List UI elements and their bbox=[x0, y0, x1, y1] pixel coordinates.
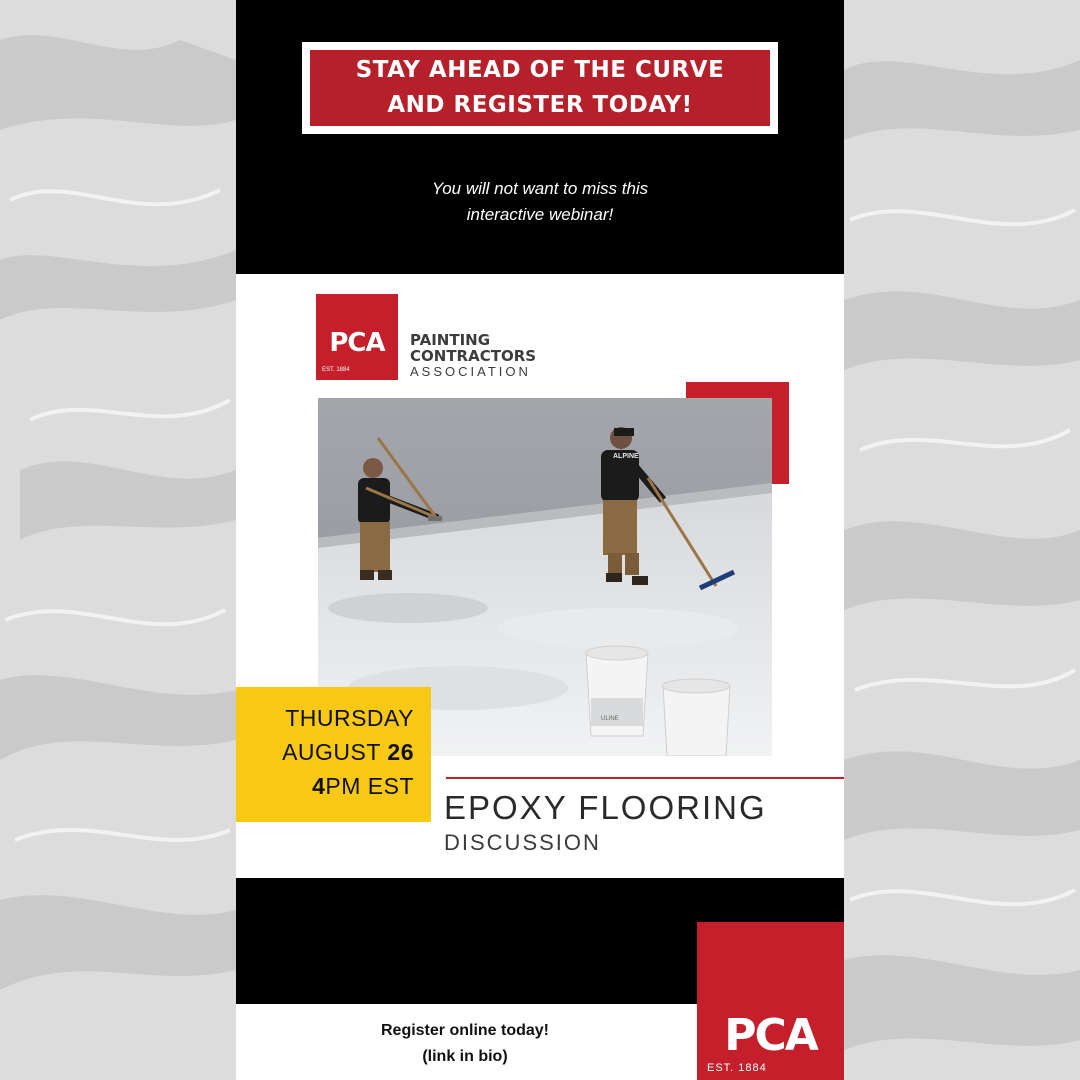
association-line-1: PAINTING bbox=[410, 331, 491, 349]
pca-logo-large-mark: PCA bbox=[724, 1010, 817, 1061]
event-time-suffix: PM EST bbox=[325, 773, 414, 799]
event-time-number: 4 bbox=[312, 773, 326, 799]
subtext bbox=[236, 176, 844, 228]
pca-logo-small bbox=[316, 294, 398, 380]
association-line-3: ASSOCIATION bbox=[410, 364, 531, 379]
bucket-label: ULINE bbox=[601, 716, 619, 722]
event-time-line bbox=[236, 769, 414, 803]
topic-title: EPOXY FLOORING bbox=[444, 789, 767, 826]
register-line-2: (link in bio) bbox=[422, 1048, 508, 1065]
event-day: THURSDAY bbox=[285, 705, 414, 731]
topic-divider bbox=[446, 777, 844, 779]
event-month: AUGUST bbox=[282, 739, 381, 765]
register-callout bbox=[330, 1018, 600, 1070]
topic-subtitle: DISCUSSION bbox=[444, 830, 601, 855]
register-line-1: Register online today! bbox=[380, 1022, 550, 1039]
association-line-2: CONTRACTORS bbox=[410, 347, 537, 365]
pca-logo-large-est: EST. 1884 bbox=[707, 1062, 767, 1074]
subtext-line-1: You will not want to miss this bbox=[431, 179, 649, 198]
headline-line-2: AND REGISTER TODAY! bbox=[387, 92, 693, 118]
headline-banner bbox=[302, 42, 778, 134]
event-month-line bbox=[236, 735, 414, 769]
event-date-box bbox=[236, 687, 431, 822]
pca-logo-mark: PCA bbox=[329, 328, 385, 358]
headline-line-1: STAY AHEAD OF THE CURVE bbox=[355, 57, 725, 83]
subtext-line-2: interactive webinar! bbox=[466, 205, 614, 224]
pca-logo-est: EST. 1884 bbox=[322, 367, 350, 373]
event-date-number: 26 bbox=[387, 739, 414, 765]
pca-logo-large bbox=[697, 922, 844, 1080]
association-name bbox=[410, 332, 536, 380]
shirt-text: ALPINE bbox=[613, 453, 639, 460]
